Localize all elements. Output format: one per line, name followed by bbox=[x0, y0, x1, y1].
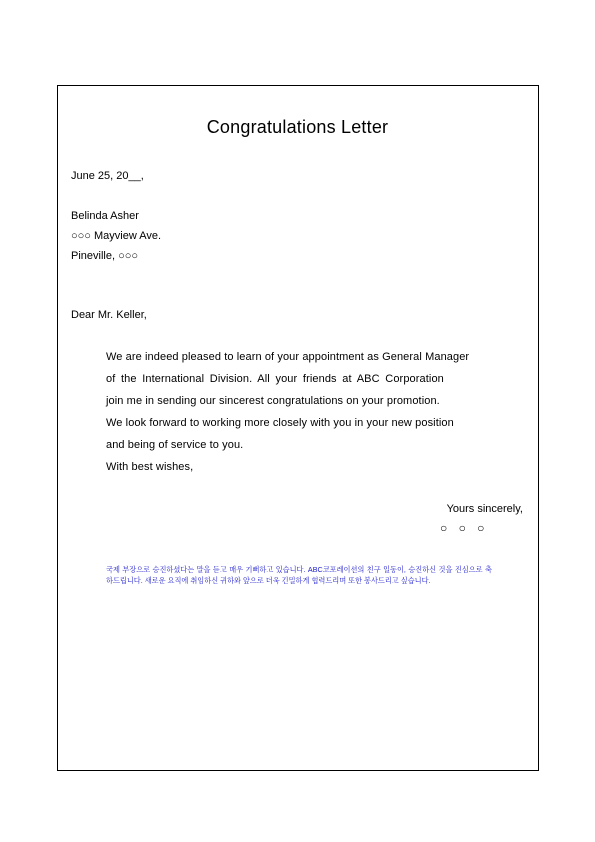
body-line: of the International Division. All your friends at ABC Corporation bbox=[106, 373, 444, 385]
body-line: and being of service to you. bbox=[106, 439, 244, 451]
recipient-street: ○○○ Mayview Ave. bbox=[71, 230, 162, 242]
closing: Yours sincerely, bbox=[446, 503, 523, 515]
body-line: With best wishes, bbox=[106, 461, 194, 473]
recipient-city: Pineville, ○○○ bbox=[71, 250, 139, 262]
recipient-name: Belinda Asher bbox=[71, 210, 139, 222]
salutation: Dear Mr. Keller, bbox=[71, 309, 147, 321]
letter-date: June 25, 20__, bbox=[71, 170, 144, 182]
body-line: We are indeed pleased to learn of your appointment as General Manager bbox=[106, 351, 470, 363]
signature: ○ ○ ○ bbox=[440, 521, 489, 535]
body-line: join me in sending our sincerest congratulations on your promotion. bbox=[106, 395, 440, 407]
korean-translation: 국제 부장으로 승진하셨다는 말을 듣고 매우 기뻐하고 있습니다. ABC코포레이션의 친구 일동이, 승진하신 것을 진심으로 축하드립니다. 새로운 요직에 취임하신 귀하와 앞으로 더욱 긴밀하게 협력드리며 또한 봉사드리고 싶습니다. bbox=[106, 565, 492, 585]
body-line: We look forward to working more closely with you in your new position bbox=[106, 417, 454, 429]
letter-title: Congratulations Letter bbox=[206, 117, 389, 137]
